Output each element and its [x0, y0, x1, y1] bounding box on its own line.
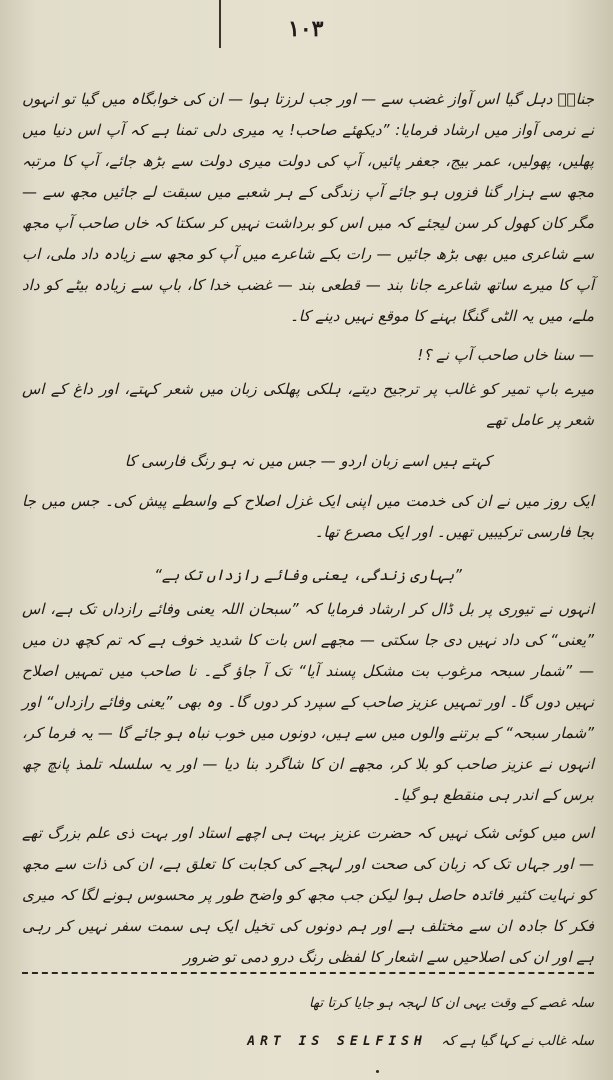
paragraph-5: انہوں نے تیوری پر بل ڈال کر ارشاد فرمایا کہ ”سبحان اللہ یعنی وفائے رازداں تک ہے، اس ”یعنی“ کی داد نہیں دی جا سکتی — مجھے اس بات کا شدید خوف ہے کہ تم کچھ دن میں — ”شمار سبحہ مرغوب بت مشکل پسند آیا“ تک آ جاؤ گے۔ نا صاحب میں تمہیں اصلاح نہیں دوں گا۔ اور تمہیں عزیز صاحب کے سپرد کر دوں گا۔ وہ بھی ”یعنی وفائے رازداں“ اور ”شمار سبحہ“ کے برتنے والوں میں سے ہیں، دونوں میں خوب نباہ ہو جائے گا — یہ فرما کر، انہوں نے عزیز صاحب کو بلا کر، مجھے ان کا شاگرد بنا دیا — اور یہ سلسلہ تلمذ پانچ چھ برس کے اندر ہی منقطع ہو گیا۔: [22, 600, 594, 804]
footnote-2: [22, 1028, 594, 1055]
footnote-1: [22, 990, 594, 1016]
paragraph-4: ایک روز میں نے ان کی خدمت میں اپنی ایک غزل اصلاح کے واسطے پیش کی۔ جس میں جا بجا فارسی ترکیبیں تھیں۔ اور ایک مصرع تھا۔: [22, 492, 594, 541]
ink-speck: [376, 1070, 379, 1073]
verse-daagh: کہتے ہیں اسے زبان اردو — جس میں نہ ہو رنگ فارسی کا: [124, 452, 492, 470]
paragraph-2: — سنا خاں صاحب آپ نے ؟!: [417, 346, 594, 364]
footnote-2-english: ART IS SELFISH: [247, 1034, 427, 1049]
page-number: ۱۰۳: [288, 16, 324, 42]
footnote-separator: [22, 972, 594, 974]
margin-rule: [219, 0, 221, 48]
footnote-1-text: سلہ غصے کے وقت یہی ان کا لہجہ ہو جایا کرتا تھا: [309, 995, 594, 1011]
verse-quoted-misra: ”بہاری زندگی، یعنی وفائے رازداں تک ہے“: [154, 566, 462, 584]
paragraph-1: جنابؒ دہل گیا اس آواز غضب سے — اور جب لرزتا ہوا — ان کی خوابگاہ میں گیا تو انہوں نے نرمی آواز میں ارشاد فرمایا: ”دیکھئے صاحب! یہ میری دلی تمنا ہے کہ آپ اس دنیا میں پھلیں، پھولیں، عمر بیج، جعفر پائیں، آپ کی دولت میری دولت سے بڑھ جائے، آپ کا مرتبہ مجھ سے ہزار گنا فزوں ہو جائے آپ زندگی کے ہر شعبے میں سبقت لے جائیں مجھ سے — مگر کان کھول کر سن لیجئے کہ میں اس کو برداشت نہیں کر سکتا کہ خاں صاحب آپ مجھ سے شاعری میں بھی بڑھ جائیں — رات بکے شاعرے میں آپ کو مجھ سے زیادہ داد ملی، اب آپ کا میرے ساتھ شاعرے جانا بند — قطعی بند — غضب خدا کا، باپ سے زیادہ بیٹے کو داد ملے، میں یہ الٹی گنگا بہنے کا موقع نہیں دینے کا۔: [22, 90, 594, 325]
footnote-2-text: سلہ غالب نے کہا گیا ہے کہ: [441, 1033, 594, 1049]
paragraph-6: اس میں کوئی شک نہیں کہ حضرت عزیز بہت ہی اچھے استاد اور بہت ذی علم بزرگ تھے — اور جہاں تک کہ زبان کی صحت اور لہجے کی کجابت کا تعلق ہے، ان کی ذات سے مجھ کو نہایت کثیر فائدہ حاصل ہوا لیکن جب مجھ کو واضح طور پر محسوس ہونے لگا کہ میری فکر کا جادہ ان سے مختلف ہے اور ہم دونوں کی تخیل ایک ہی سمت سفر نہیں کر رہی ہے اور ان کی اصلاحیں سے اشعار کا لفظی رنگ درو دمی تو ضرور: [22, 824, 594, 966]
paragraph-3: میرے باپ تمیر کو غالب پر ترجیح دیتے، ہلکی پھلکی زبان میں شعر کہتے، اور داغ کے اس شعر پر عامل تھے: [22, 380, 594, 429]
